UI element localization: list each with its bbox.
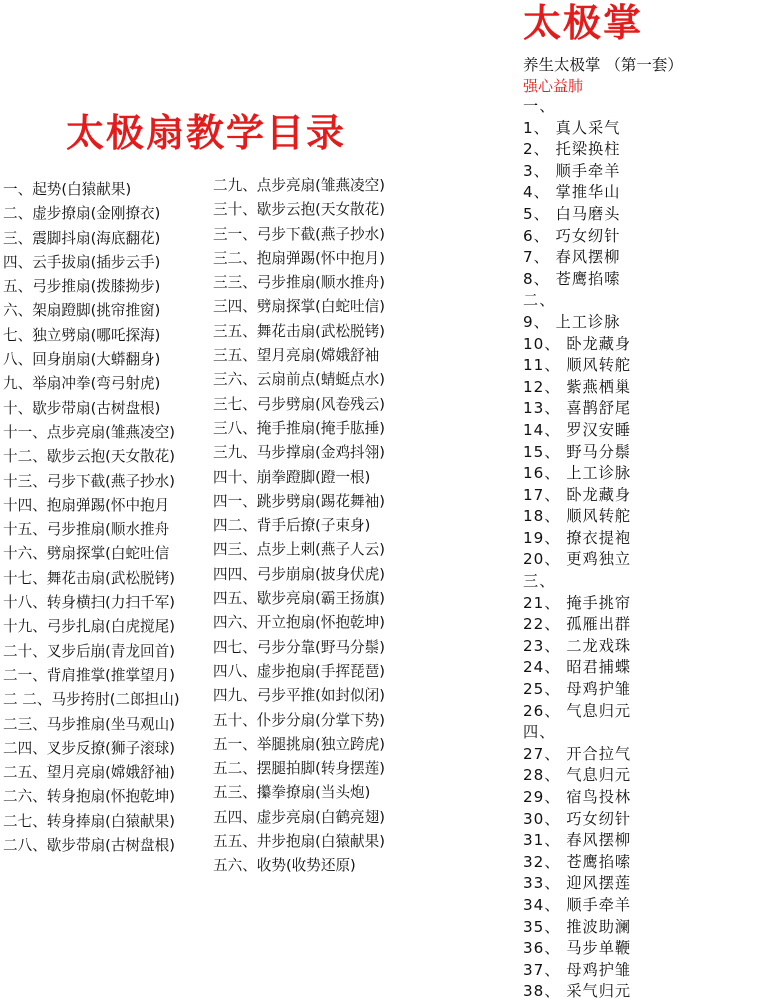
fan-list-column-2 bbox=[213, 174, 385, 879]
list-item: 二五、望月亮扇(嫦娥舒袖) bbox=[3, 764, 175, 782]
list-item: 30、 巧女纫针 bbox=[523, 809, 632, 828]
list-item: 十六、劈扇探掌(白蛇吐信 bbox=[3, 545, 170, 563]
list-item: 四十、崩拳蹬脚(蹬一根) bbox=[213, 468, 371, 486]
list-item: 12、 紫燕栖巢 bbox=[523, 377, 632, 396]
list-item: 三九、马步撑扇(金鸡抖翎) bbox=[213, 444, 385, 462]
list-item: 21、 掩手挑帘 bbox=[523, 593, 632, 612]
list-item: 1、 真人采气 bbox=[523, 118, 621, 137]
list-item: 五三、攥拳撩扇(当头炮) bbox=[213, 784, 371, 802]
list-item: 四九、弓步平推(如封似闭) bbox=[213, 687, 385, 705]
list-item: 八、回身崩扇(大蟒翻身) bbox=[3, 351, 161, 369]
list-item: 二一、背肩推掌(推掌望月) bbox=[3, 666, 175, 684]
list-item: 二九、点步亮扇(雏燕凌空) bbox=[213, 177, 385, 194]
list-item: 三六、云扇前点(蜻蜓点水) bbox=[213, 371, 385, 389]
list-item: 十二、歇步云抱(天女散花) bbox=[3, 448, 175, 466]
list-item: 三十、歇步云抱(天女散花) bbox=[213, 201, 385, 219]
list-item: 十七、舞花击扇(武松脱铐) bbox=[3, 569, 175, 587]
list-item: 3、 顺手牵羊 bbox=[523, 161, 621, 180]
list-item: 二 二、马步挎肘(二郎担山) bbox=[3, 691, 180, 709]
list-item: 二、虚步撩扇(金刚撩衣) bbox=[3, 205, 161, 223]
list-item: 四四、弓步崩扇(披身伏虎) bbox=[213, 565, 385, 583]
list-item: 28、 气息归元 bbox=[523, 766, 632, 785]
list-item: 11、 顺风转舵 bbox=[523, 356, 632, 375]
list-item: 23、 二龙戏珠 bbox=[523, 636, 632, 655]
list-item: 一、 bbox=[523, 97, 556, 115]
list-item: 35、 推波助澜 bbox=[523, 917, 632, 936]
list-item: 15、 野马分鬃 bbox=[523, 442, 632, 461]
list-item: 五二、摆腿拍脚(转身摆莲) bbox=[213, 760, 385, 778]
fan-catalog-title: 太极扇教学目录 bbox=[66, 111, 347, 155]
list-item: 26、 气息归元 bbox=[523, 701, 632, 720]
list-item: 三五、舞花击扇(武松脱铐) bbox=[213, 322, 385, 340]
list-item: 三一、弓步下截(燕子抄水) bbox=[213, 225, 385, 243]
list-item: 18、 顺风转舵 bbox=[523, 507, 632, 526]
list-item: 四、 bbox=[523, 723, 556, 742]
list-item: 五五、井步抱扇(白猿献果) bbox=[213, 833, 385, 851]
list-item: 四三、点步上刺(燕子人云) bbox=[213, 541, 385, 559]
list-item: 9、 上工诊脉 bbox=[523, 312, 621, 331]
list-item: 一、起势(白猿献果) bbox=[3, 181, 132, 198]
list-item: 二三、马步推扇(坐马观山) bbox=[3, 715, 175, 733]
list-item: 三三、弓步推扇(顺水推舟) bbox=[213, 274, 385, 292]
list-item: 8、 苍鹰掐嗦 bbox=[523, 269, 621, 288]
palm-subtitle: 养生太极掌 （第一套） bbox=[523, 56, 683, 74]
list-item: 7、 春风摆柳 bbox=[523, 248, 621, 267]
list-item: 33、 迎风摆莲 bbox=[523, 874, 632, 893]
palm-title: 太极掌 bbox=[523, 1, 644, 45]
list-item: 34、 顺手牵羊 bbox=[523, 895, 632, 914]
list-item: 三五、望月亮扇(嫦娥舒袖 bbox=[213, 347, 380, 365]
list-item: 三八、掩手推扇(掩手肱捶) bbox=[213, 419, 385, 437]
list-item: 19、 撩衣提袍 bbox=[523, 528, 632, 547]
list-item: 十五、弓步推扇(顺水推舟 bbox=[3, 521, 170, 539]
fan-list-column-1 bbox=[3, 178, 180, 858]
list-item: 4、 掌推华山 bbox=[523, 183, 621, 202]
list-item: 31、 春风摆柳 bbox=[523, 831, 632, 850]
list-item: 四七、弓步分靠(野马分鬃) bbox=[213, 638, 385, 656]
list-item: 29、 宿鸟投林 bbox=[523, 788, 632, 806]
list-item: 5、 白马磨头 bbox=[523, 204, 621, 223]
list-item: 24、 昭君捕蝶 bbox=[523, 658, 632, 677]
list-item: 二四、叉步反撩(狮子滚球) bbox=[3, 739, 175, 757]
list-item: 10、 卧龙藏身 bbox=[523, 334, 632, 353]
list-item: 三、震脚抖扇(海底翻花) bbox=[3, 229, 161, 247]
list-item: 25、 母鸡护雏 bbox=[523, 680, 632, 699]
list-item: 十、歇步带扇(古树盘根) bbox=[3, 399, 161, 417]
list-item: 三二、抱扇弹踢(怀中抱月) bbox=[213, 249, 385, 267]
palm-subtitle-red: 强心益肺 bbox=[523, 77, 584, 95]
list-item: 32、 苍鹰掐嗦 bbox=[523, 852, 632, 871]
palm-list bbox=[523, 96, 631, 1003]
list-item: 16、 上工诊脉 bbox=[523, 464, 632, 483]
list-item: 九、举扇冲拳(弯弓射虎) bbox=[3, 375, 161, 393]
list-item: 三、 bbox=[523, 572, 556, 591]
list-item: 22、 孤雁出群 bbox=[523, 615, 632, 634]
list-item: 6、 巧女纫针 bbox=[523, 226, 621, 245]
list-item: 五四、虚步亮扇(白鹤亮翅) bbox=[213, 808, 385, 826]
list-item: 36、 马步单鞭 bbox=[523, 939, 632, 958]
list-item: 37、 母鸡护雏 bbox=[523, 960, 632, 979]
list-item: 十八、转身横扫(力扫千军) bbox=[3, 594, 175, 612]
list-item: 五一、举腿挑扇(独立跨虎) bbox=[213, 735, 385, 753]
list-item: 七、独立劈扇(哪吒探海) bbox=[3, 326, 161, 344]
list-item: 五六、收势(收势还原) bbox=[213, 857, 356, 875]
list-item: 38、 采气归元 bbox=[523, 982, 632, 1001]
list-item: 二、 bbox=[523, 291, 556, 310]
list-item: 四二、背手后撩(子束身) bbox=[213, 517, 371, 535]
list-item: 四五、歇步亮扇(霸王扬旗) bbox=[213, 590, 385, 608]
list-item: 二十、叉步后崩(青龙回首) bbox=[3, 642, 175, 660]
list-item: 二六、转身抱扇(怀抱乾坤) bbox=[3, 788, 175, 806]
list-item: 十三、弓步下截(燕子抄水) bbox=[3, 472, 175, 490]
list-item: 四、云手拔扇(插步云手) bbox=[3, 253, 161, 271]
list-item: 四六、开立抱扇(怀抱乾坤) bbox=[213, 614, 385, 632]
list-item: 二七、转身捧扇(白猿献果) bbox=[3, 812, 175, 830]
list-item: 14、 罗汉安睡 bbox=[523, 420, 632, 439]
list-item: 十一、点步亮扇(雏燕凌空) bbox=[3, 423, 175, 441]
list-item: 十九、弓步扎扇(白虎搅尾) bbox=[3, 618, 175, 636]
list-item: 三七、弓步劈扇(风卷残云) bbox=[213, 395, 385, 413]
list-item: 五、弓步推扇(拨膝拗步) bbox=[3, 278, 161, 296]
list-item: 十四、抱扇弹踢(怀中抱月 bbox=[3, 496, 170, 514]
list-item: 五十、仆步分扇(分掌下势) bbox=[213, 711, 385, 729]
list-item: 二八、歇步带扇(古树盘根) bbox=[3, 837, 175, 855]
list-item: 17、 卧龙藏身 bbox=[523, 485, 632, 504]
list-item: 20、 更鸡独立 bbox=[523, 550, 632, 569]
list-item: 27、 开合拉气 bbox=[523, 744, 632, 763]
list-item: 六、架扇蹬脚(挑帘推窗) bbox=[3, 302, 161, 320]
list-item: 三四、劈扇探掌(白蛇吐信) bbox=[213, 298, 385, 316]
list-item: 四八、虚步抱扇(手挥琵琶) bbox=[213, 662, 385, 680]
list-item: 四一、跳步劈扇(踢花舞袖) bbox=[213, 492, 385, 510]
list-item: 13、 喜鹊舒尾 bbox=[523, 399, 632, 418]
list-item: 2、 托梁换柱 bbox=[523, 140, 621, 159]
